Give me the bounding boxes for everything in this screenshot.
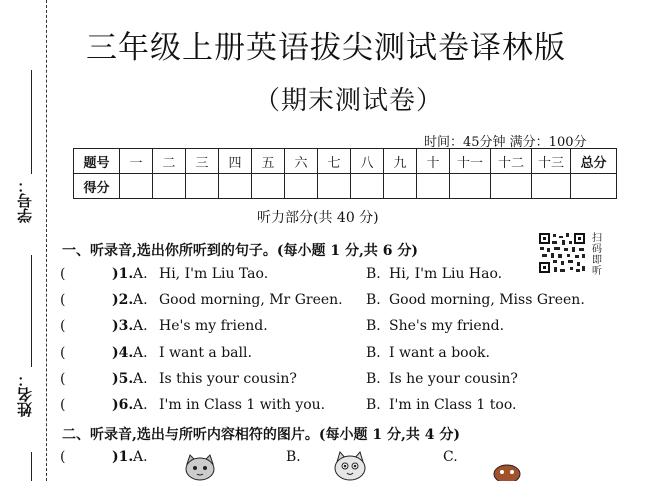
- answer-paren[interactable]: (: [60, 449, 66, 465]
- student-id-label: 学号：: [16, 178, 34, 223]
- option-b-label: B.: [286, 449, 301, 465]
- score-cell: [318, 174, 351, 199]
- option-b-label: B.: [366, 397, 381, 413]
- option-b-text: Good morning, Miss Green.: [389, 292, 585, 308]
- binding-margin: [0, 0, 56, 481]
- question-row: [60, 266, 620, 286]
- question-number: )5.: [112, 371, 134, 387]
- option-a-text: He's my friend.: [159, 318, 268, 334]
- option-b-label: B.: [366, 318, 381, 334]
- answer-paren[interactable]: (: [60, 292, 66, 308]
- name-blank: [31, 255, 32, 367]
- option-b-label: B.: [366, 345, 381, 361]
- question-number: )1.: [112, 266, 134, 282]
- question-number: )3.: [112, 318, 134, 334]
- header-cell: 三: [186, 149, 219, 174]
- answer-paren[interactable]: (: [60, 266, 66, 282]
- answer-paren[interactable]: (: [60, 371, 66, 387]
- score-cell: [384, 174, 417, 199]
- option-b-label: B.: [366, 266, 381, 282]
- score-cell: [491, 174, 532, 199]
- qr-scan-label: 扫码即听: [592, 233, 602, 277]
- answer-paren[interactable]: (: [60, 345, 66, 361]
- option-b-text: She's my friend.: [389, 318, 505, 334]
- question-row: [60, 371, 620, 391]
- score-cell: [186, 174, 219, 199]
- header-cell: 六: [285, 149, 318, 174]
- page-title: 三年级上册英语拔尖测试卷译林版: [86, 30, 566, 66]
- option-a-label: A.: [133, 397, 148, 413]
- answer-paren[interactable]: (: [60, 318, 66, 334]
- score-table-score-row: [74, 174, 617, 199]
- option-b-text: Is he your cousin?: [389, 371, 518, 387]
- question-row: [60, 345, 620, 365]
- question-number: )1.: [112, 449, 134, 465]
- option-c-label: C.: [443, 449, 458, 465]
- option-b-text: I want a book.: [389, 345, 490, 361]
- header-cell: 题号: [74, 149, 120, 174]
- score-cell: [532, 174, 571, 199]
- score-cell: [219, 174, 252, 199]
- listening-part-title: 听力部分(共 40 分): [257, 210, 379, 226]
- header-cell: 四: [219, 149, 252, 174]
- score-cell: [252, 174, 285, 199]
- score-label-cell: 得分: [74, 174, 120, 199]
- student-id-blank: [31, 70, 32, 174]
- answer-paren[interactable]: (: [60, 397, 66, 413]
- option-b-text: I'm in Class 1 too.: [389, 397, 517, 413]
- option-a-label: A.: [133, 345, 148, 361]
- score-cell: [120, 174, 153, 199]
- option-a-text: Hi, I'm Liu Tao.: [159, 266, 269, 282]
- exam-meta: 时间：45分钟 满分：100分: [424, 135, 587, 150]
- header-cell: 五: [252, 149, 285, 174]
- cat-picture-b-icon: [332, 451, 368, 481]
- question-row: [60, 397, 620, 417]
- score-cell: [153, 174, 186, 199]
- header-cell: 十二: [491, 149, 532, 174]
- question-number: )2.: [112, 292, 134, 308]
- header-cell: 总分: [571, 149, 617, 174]
- score-cell: [571, 174, 617, 199]
- question-row: [60, 292, 620, 312]
- score-table: [73, 148, 617, 199]
- header-cell: 十一: [450, 149, 491, 174]
- name-label: 姓名：: [16, 372, 34, 417]
- page-subtitle: （期末测试卷）: [254, 86, 444, 116]
- option-a-text: Is this your cousin?: [159, 371, 297, 387]
- option-a-text: I'm in Class 1 with you.: [159, 397, 326, 413]
- header-cell: 九: [384, 149, 417, 174]
- question-number: )6.: [112, 397, 134, 413]
- option-a-text: I want a ball.: [159, 345, 252, 361]
- score-cell: [285, 174, 318, 199]
- cut-line: [46, 0, 47, 481]
- question-number: )4.: [112, 345, 134, 361]
- option-b-text: Hi, I'm Liu Hao.: [389, 266, 503, 282]
- header-cell: 十: [417, 149, 450, 174]
- option-a-label: A.: [133, 371, 148, 387]
- header-cell: 七: [318, 149, 351, 174]
- option-b-label: B.: [366, 292, 381, 308]
- score-cell: [417, 174, 450, 199]
- option-a-label: A.: [133, 318, 148, 334]
- option-b-label: B.: [366, 371, 381, 387]
- option-a-label: A.: [133, 449, 148, 465]
- section1-heading: 一、听录音,选出你所听到的句子。(每小题 1 分,共 6 分): [62, 243, 418, 259]
- class-blank: [31, 452, 32, 481]
- score-cell: [450, 174, 491, 199]
- option-a-label: A.: [133, 292, 148, 308]
- header-cell: 一: [120, 149, 153, 174]
- animal-picture-c-icon: [492, 463, 522, 481]
- header-cell: 二: [153, 149, 186, 174]
- header-cell: 八: [351, 149, 384, 174]
- section2-heading: 二、听录音,选出与所听内容相符的图片。(每小题 1 分,共 4 分): [62, 427, 460, 443]
- option-a-text: Good morning, Mr Green.: [159, 292, 343, 308]
- cat-picture-a-icon: [183, 454, 217, 481]
- header-cell: 十三: [532, 149, 571, 174]
- score-table-header-row: [74, 149, 617, 174]
- option-a-label: A.: [133, 266, 148, 282]
- question-row: [60, 318, 620, 338]
- score-cell: [351, 174, 384, 199]
